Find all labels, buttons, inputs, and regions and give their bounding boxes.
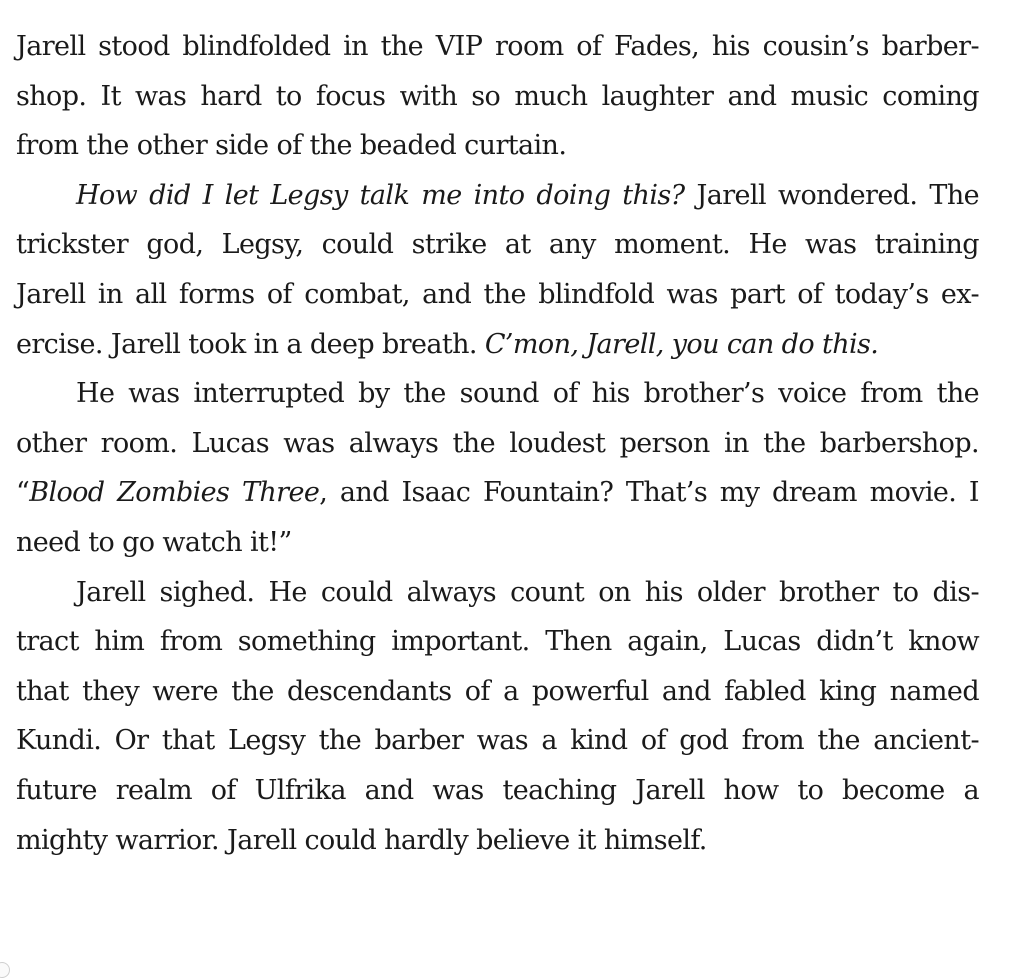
text-segment: Jarell wondered. The xyxy=(684,179,979,211)
text-line xyxy=(16,369,979,419)
text-segment: He was interrupted by the sound of his brother’s voice from the xyxy=(76,378,979,410)
text-line xyxy=(16,468,979,518)
text-segment: other room. Lucas was always the loudest person in the barbershop. xyxy=(16,427,979,459)
text-segment: tract him from something important. Then again, Lucas didn’t know xyxy=(16,626,979,658)
text-line xyxy=(16,766,979,816)
text-segment: Kundi. Or that Legsy the barber was a kind of god from the ancient- xyxy=(16,725,979,757)
text-line xyxy=(16,72,979,122)
text-segment: , and Isaac Fountain? That’s my dream movie. I xyxy=(319,477,979,509)
text-line xyxy=(16,419,979,469)
book-page-text xyxy=(16,22,979,865)
text-line xyxy=(16,518,979,568)
text-line xyxy=(16,171,979,221)
page-corner-icon xyxy=(0,962,10,978)
italic-text-segment: C’mon, Jarell, you can do this. xyxy=(484,328,879,360)
text-line xyxy=(16,220,979,270)
text-segment: trickster god, Legsy, could strike at any moment. He was training xyxy=(16,229,979,261)
text-line xyxy=(16,716,979,766)
text-segment: mighty warrior. Jarell could hardly believe it himself. xyxy=(16,824,707,856)
text-line xyxy=(16,22,979,72)
text-segment: “ xyxy=(16,477,30,509)
text-line xyxy=(16,320,979,370)
text-segment: need to go watch it!” xyxy=(16,526,292,558)
text-line xyxy=(16,617,979,667)
text-segment: shop. It was hard to focus with so much laughter and music coming xyxy=(16,80,979,112)
text-line xyxy=(16,568,979,618)
text-segment: future realm of Ulfrika and was teaching Jarell how to become a xyxy=(16,774,979,806)
text-segment: Jarell sighed. He could always count on his older brother to dis- xyxy=(76,576,979,608)
italic-text-segment: Blood Zombies Three xyxy=(29,477,320,509)
text-segment: Jarell in all forms of combat, and the blindfold was part of today’s ex- xyxy=(16,278,979,310)
text-line xyxy=(16,121,979,171)
text-segment: from the other side of the beaded curtain. xyxy=(16,130,567,162)
italic-text-segment: How did I let Legsy talk me into doing this? xyxy=(76,179,685,211)
text-segment: that they were the descendants of a powerful and fabled king named xyxy=(16,675,979,707)
text-line xyxy=(16,816,979,866)
text-line xyxy=(16,270,979,320)
text-segment: Jarell stood blindfolded in the VIP room of Fades, his cousin’s barber- xyxy=(16,31,979,62)
text-segment: ercise. Jarell took in a deep breath. xyxy=(16,328,485,360)
text-line xyxy=(16,667,979,717)
